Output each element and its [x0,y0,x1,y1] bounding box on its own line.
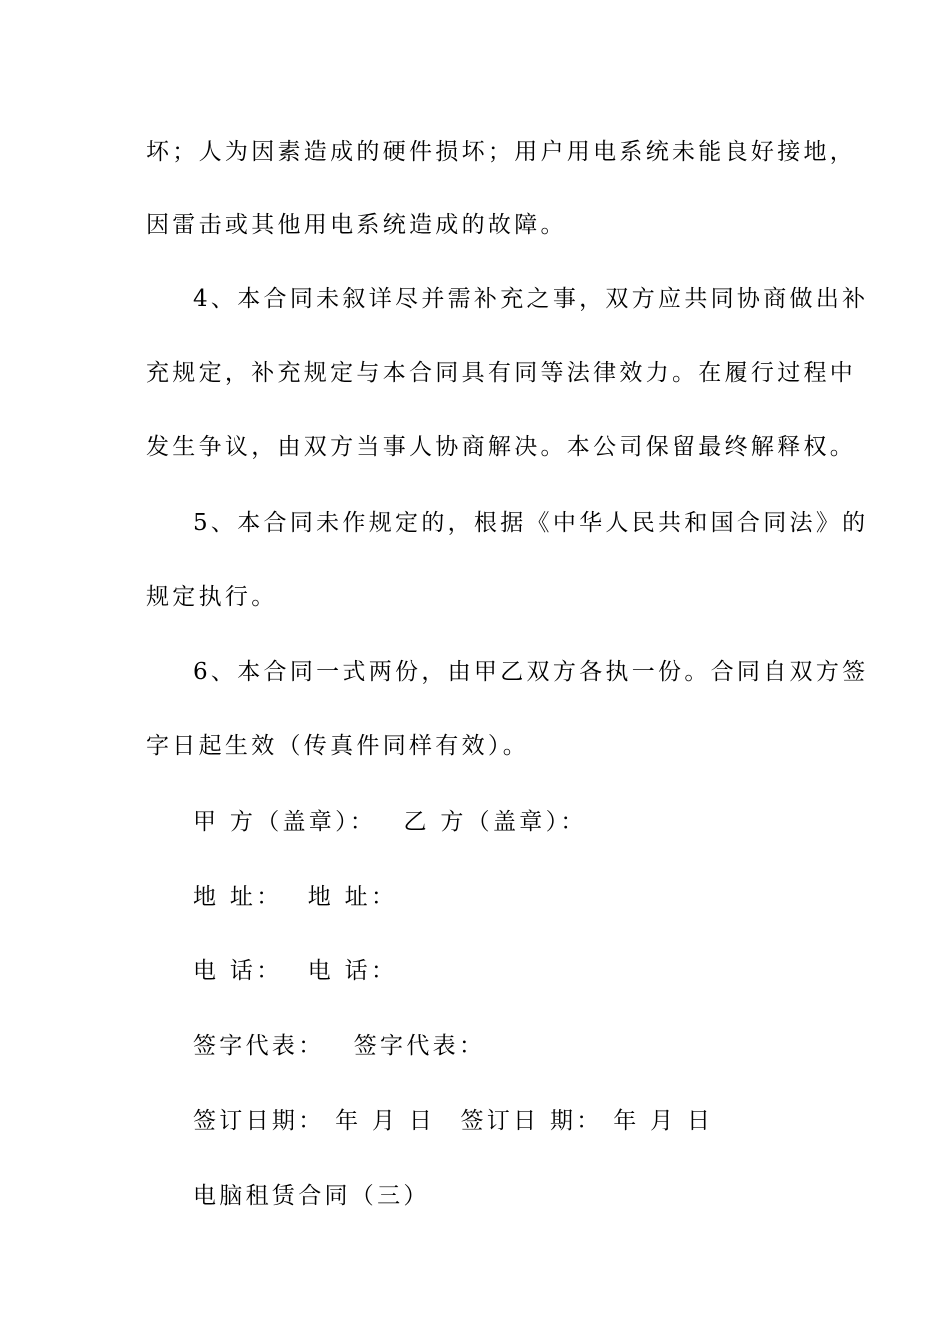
paragraph-4-line-1: 4、本合同未叙详尽并需补充之事，双方应共同协商做出补 [193,286,869,312]
paragraph-3-line-1: 坏；人为因素造成的硬件损坏；用户用电系统未能良好接地， [146,139,857,165]
rep-a-label: 签字代表： [193,1033,325,1059]
paragraph-5-line-2: 规定执行。 [146,584,278,610]
signature-rep-row [193,1031,873,1061]
paragraph-4-line-3: 发生争议，由双方当事人协商解决。本公司保留最终解释权。 [146,434,857,460]
date-a-label: 签订日期： 年 月 日 [193,1108,436,1134]
signature-address-row [193,882,873,912]
paragraph-6-line-1: 6、本合同一式两份，由甲乙双方各执一份。合同自双方签 [193,659,869,685]
signature-phone-row [193,956,873,986]
paragraph-5-line-1: 5、本合同未作规定的，根据《中华人民共和国合同法》的 [193,510,869,536]
next-contract-title: 电脑租赁合同（三） [193,1183,430,1209]
rep-b-label: 签字代表： [353,1033,486,1059]
signature-party-row [193,807,873,837]
paragraph-4-line-2: 充规定，补充规定与本合同具有同等法律效力。在履行过程中 [146,360,857,386]
signature-date-row [193,1106,873,1136]
phone-a-label: 电 话： [193,958,283,984]
address-a-label: 地 址： [193,884,283,910]
party-b-seal-label: 乙 方（盖章）： [403,809,587,835]
paragraph-6-line-2: 字日起生效（传真件同样有效）。 [146,733,529,759]
date-b-label: 签订日 期： 年 月 日 [460,1108,714,1134]
party-a-seal-label: 甲 方（盖章）： [193,809,377,835]
address-b-label: 地 址： [307,884,398,910]
paragraph-3-line-2: 因雷击或其他用电系统造成的故障。 [146,212,567,238]
phone-b-label: 电 话： [307,958,398,984]
